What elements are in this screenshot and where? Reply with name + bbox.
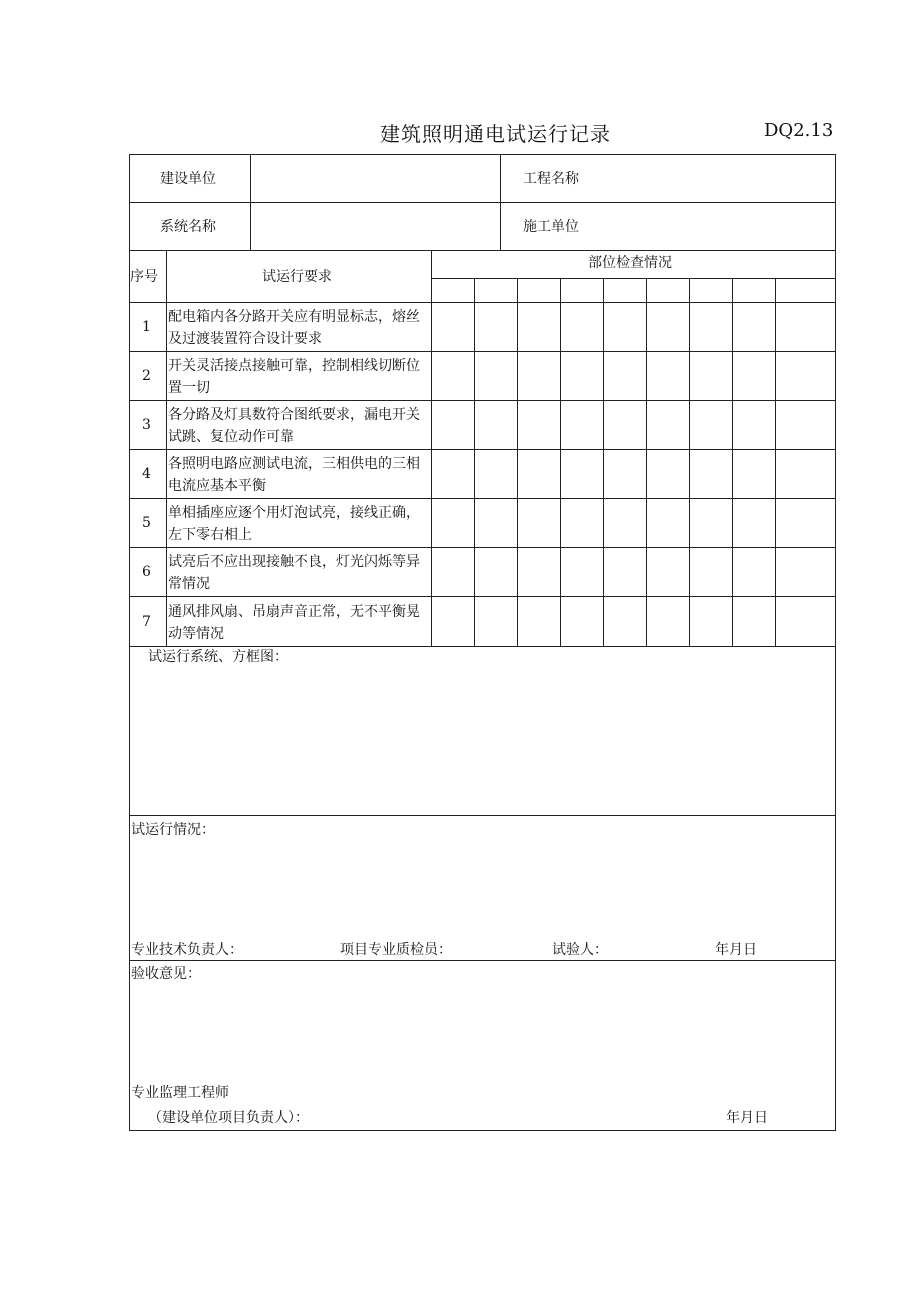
tech-lead-label: 专业技术负责人：: [131, 942, 243, 958]
row-number: 1: [142, 319, 151, 335]
form-code: DQ2.13: [764, 120, 834, 141]
grid-line: [129, 302, 836, 303]
grid-line: [129, 596, 836, 597]
grid-line: [129, 154, 130, 1131]
row-requirement: 开关灵活接点接触可靠，控制相线切断位置一切: [168, 358, 420, 396]
grid-line: [129, 400, 836, 401]
grid-line: [732, 278, 733, 646]
col-header-check: 部位检查情况: [588, 255, 672, 271]
diagram-label: 试运行系统、方框图：: [148, 649, 288, 665]
grid-line: [129, 449, 836, 450]
status-label: 试运行情况：: [131, 822, 215, 838]
supervisor-label: 专业监理工程师: [131, 1085, 229, 1101]
acceptance-label: 验收意见：: [131, 966, 201, 982]
project-name-label: 工程名称: [523, 171, 579, 187]
grid-line: [474, 278, 475, 646]
row-number: 3: [142, 417, 151, 433]
row-requirement: 通风排风扇、吊扇声音正常，无不平衡晃动等情况: [168, 604, 420, 642]
contractor-label: 施工单位: [523, 219, 579, 235]
grid-line: [129, 250, 836, 251]
date-label: 年月日: [726, 1110, 768, 1126]
row-number: 5: [142, 515, 151, 531]
row-requirement: 各分路及灯具数符合图纸要求，漏电开关试跳、复位动作可靠: [168, 407, 420, 445]
quality-inspector-label: 项目专业质检员：: [340, 942, 452, 958]
col-header-requirement: 试运行要求: [262, 269, 332, 285]
grid-line: [129, 351, 836, 352]
date-label: 年月日: [715, 942, 757, 958]
grid-line: [129, 498, 836, 499]
owner-lead-label: （建设单位项目负责人）：: [148, 1110, 309, 1126]
owner-label: 建设单位: [160, 171, 216, 187]
grid-line: [129, 1130, 836, 1131]
row-requirement: 各照明电路应测试电流，三相供电的三相电流应基本平衡: [168, 456, 420, 494]
grid-line: [500, 154, 501, 250]
grid-line: [129, 547, 836, 548]
row-requirement: 单相插座应逐个用灯泡试亮，接线正确，左下零右相上: [168, 505, 420, 543]
row-requirement: 试亮后不应出现接触不良，灯光闪烁等异常情况: [168, 554, 420, 592]
grid-line: [646, 278, 647, 646]
grid-line: [129, 154, 836, 155]
grid-line: [835, 154, 836, 1131]
row-number: 4: [142, 466, 151, 482]
grid-line: [603, 278, 604, 646]
grid-line: [129, 202, 836, 203]
row-number: 7: [142, 614, 151, 630]
grid-line: [129, 815, 836, 816]
grid-line: [560, 278, 561, 646]
col-header-no: 序号: [130, 269, 158, 285]
form-title: 建筑照明通电试运行记录: [380, 122, 611, 146]
grid-line: [517, 278, 518, 646]
system-name-label: 系统名称: [160, 219, 216, 235]
tester-label: 试验人：: [552, 942, 608, 958]
row-requirement: 配电箱内各分路开关应有明显标志，熔丝及过渡装置符合设计要求: [168, 309, 420, 347]
row-number: 6: [142, 564, 151, 580]
grid-line: [250, 154, 251, 250]
grid-line: [166, 250, 167, 646]
grid-line: [775, 278, 776, 646]
row-number: 2: [142, 368, 151, 384]
grid-line: [689, 278, 690, 646]
